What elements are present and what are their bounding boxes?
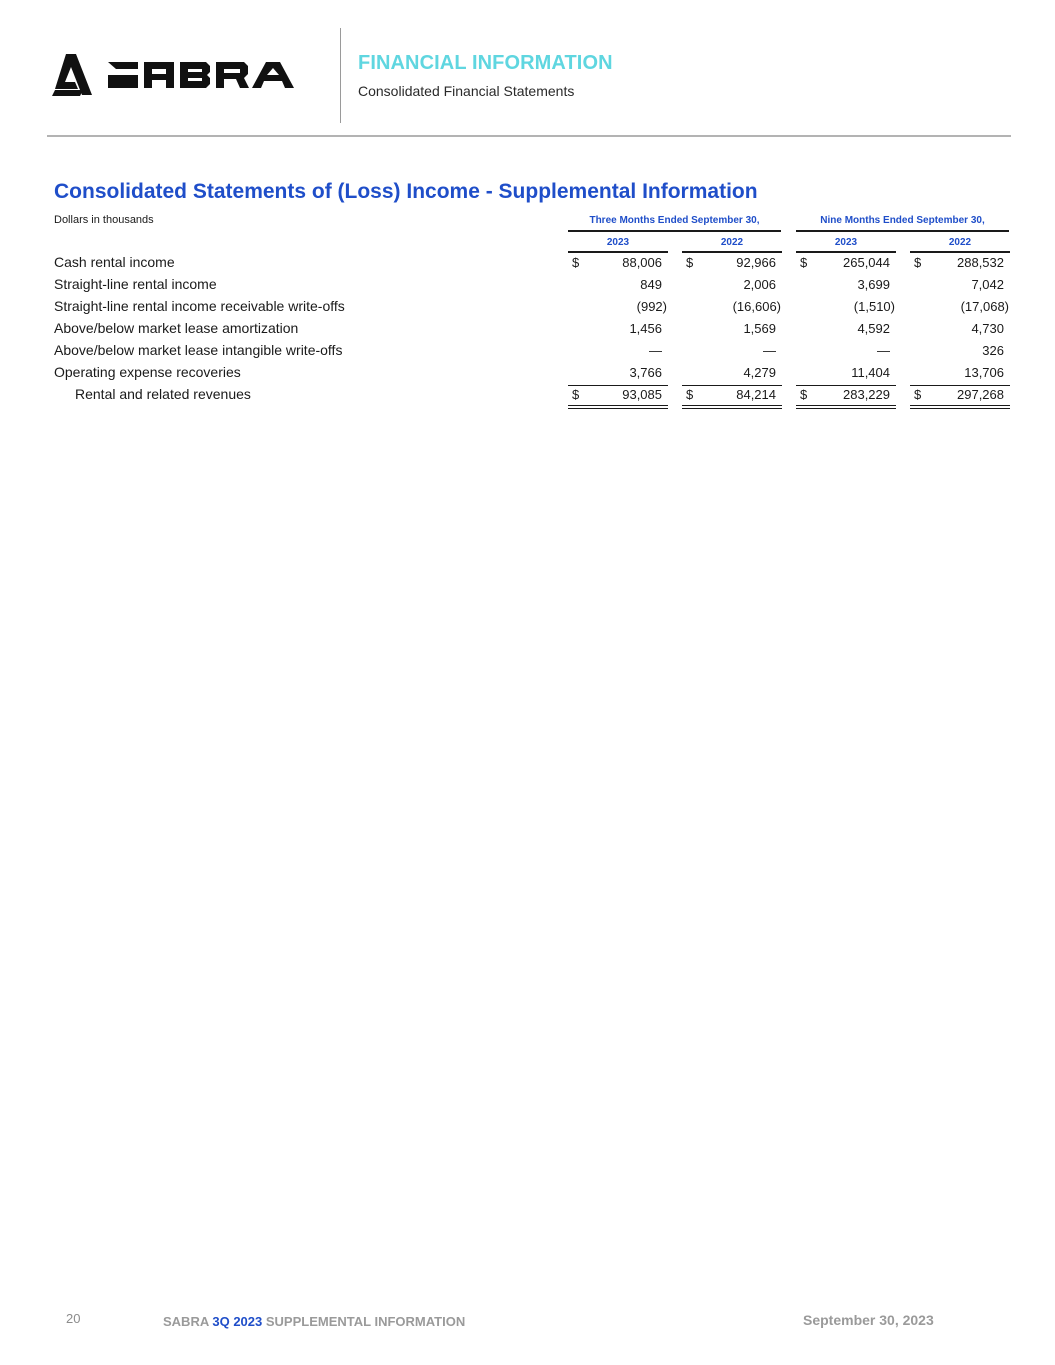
row-label: Above/below market lease amortization xyxy=(54,320,299,336)
footer-date: September 30, 2023 xyxy=(803,1312,934,1328)
cell-value: 13,706 xyxy=(964,365,1004,380)
cell-value: (17,068) xyxy=(960,299,1009,314)
cell-value: 3,766 xyxy=(629,365,662,380)
total-double-rule xyxy=(568,408,668,409)
currency-symbol: $ xyxy=(686,255,694,270)
header-rule xyxy=(47,135,1011,137)
section-title: FINANCIAL INFORMATION xyxy=(358,52,613,74)
table-row xyxy=(0,276,1055,298)
row-label: Straight-line rental income receivable write-offs xyxy=(54,298,345,314)
cell-value: 265,044 xyxy=(843,255,890,270)
cell-value: 11,404 xyxy=(851,365,890,380)
table-row-total xyxy=(0,386,1055,408)
cell-value: 92,966 xyxy=(736,255,776,270)
currency-symbol: $ xyxy=(686,387,694,402)
year-header-rule xyxy=(796,251,896,253)
period-header-three-months: Three Months Ended September 30, xyxy=(589,215,760,226)
total-double-rule xyxy=(796,408,896,409)
cell-value: — xyxy=(763,343,776,358)
section-subtitle: Consolidated Financial Statements xyxy=(358,83,575,99)
currency-symbol: $ xyxy=(800,387,808,402)
footer-doc-suffix: SUPPLEMENTAL INFORMATION xyxy=(265,1314,466,1329)
currency-symbol: $ xyxy=(800,255,808,270)
header-divider xyxy=(340,28,341,123)
cell-value: 4,592 xyxy=(857,321,890,336)
footer-doc-highlight: 3Q 2023 xyxy=(212,1314,263,1329)
year-header: 2022 xyxy=(720,237,744,248)
table-row xyxy=(0,364,1055,386)
cell-value: (992) xyxy=(636,299,667,314)
cell-value: 297,268 xyxy=(957,387,1004,402)
cell-value: 2,006 xyxy=(743,277,776,292)
currency-symbol: $ xyxy=(572,255,580,270)
cell-value: 93,085 xyxy=(622,387,662,402)
year-header: 2022 xyxy=(948,237,972,248)
cell-value: 4,730 xyxy=(971,321,1004,336)
page-number: 20 xyxy=(66,1311,81,1326)
cell-value: 288,532 xyxy=(957,255,1004,270)
row-label: Cash rental income xyxy=(54,254,175,270)
footer-doc-prefix: SABRA xyxy=(163,1314,209,1329)
footer-document-title xyxy=(163,1314,465,1329)
total-double-rule xyxy=(682,405,782,406)
cell-value: 283,229 xyxy=(843,387,890,402)
cell-value: 88,006 xyxy=(622,255,662,270)
cell-value: 326 xyxy=(982,343,1004,358)
currency-symbol: $ xyxy=(572,387,580,402)
currency-symbol: $ xyxy=(914,387,922,402)
year-header-rule xyxy=(682,251,782,253)
units-note: Dollars in thousands xyxy=(54,214,154,226)
row-label: Above/below market lease intangible write-offs xyxy=(54,342,343,358)
cell-value: (16,606) xyxy=(732,299,781,314)
period-header-rule xyxy=(568,230,781,232)
table-row xyxy=(0,342,1055,364)
year-header: 2023 xyxy=(834,237,858,248)
cell-value: (1,510) xyxy=(853,299,895,314)
table-row xyxy=(0,298,1055,320)
table-row xyxy=(0,254,1055,276)
cell-value: 7,042 xyxy=(971,277,1004,292)
total-double-rule xyxy=(796,405,896,406)
row-label: Rental and related revenues xyxy=(75,386,251,402)
cell-value: — xyxy=(649,343,662,358)
cell-value: 4,279 xyxy=(743,365,776,380)
total-double-rule xyxy=(910,405,1010,406)
period-header-rule xyxy=(796,230,1009,232)
row-label: Straight-line rental income xyxy=(54,276,217,292)
total-double-rule xyxy=(568,405,668,406)
sabra-logo xyxy=(52,50,297,100)
year-header-rule xyxy=(910,251,1010,253)
table-row xyxy=(0,320,1055,342)
year-header-rule xyxy=(568,251,668,253)
currency-symbol: $ xyxy=(914,255,922,270)
row-label: Operating expense recoveries xyxy=(54,364,241,380)
total-double-rule xyxy=(682,408,782,409)
table-title: Consolidated Statements of (Loss) Income - Supplemental Information xyxy=(54,180,758,203)
total-double-rule xyxy=(910,408,1010,409)
cell-value: 849 xyxy=(640,277,662,292)
cell-value: 3,699 xyxy=(857,277,890,292)
year-header: 2023 xyxy=(606,237,630,248)
cell-value: — xyxy=(877,343,890,358)
cell-value: 1,456 xyxy=(629,321,662,336)
period-header-nine-months: Nine Months Ended September 30, xyxy=(820,215,985,226)
cell-value: 1,569 xyxy=(743,321,776,336)
cell-value: 84,214 xyxy=(736,387,776,402)
